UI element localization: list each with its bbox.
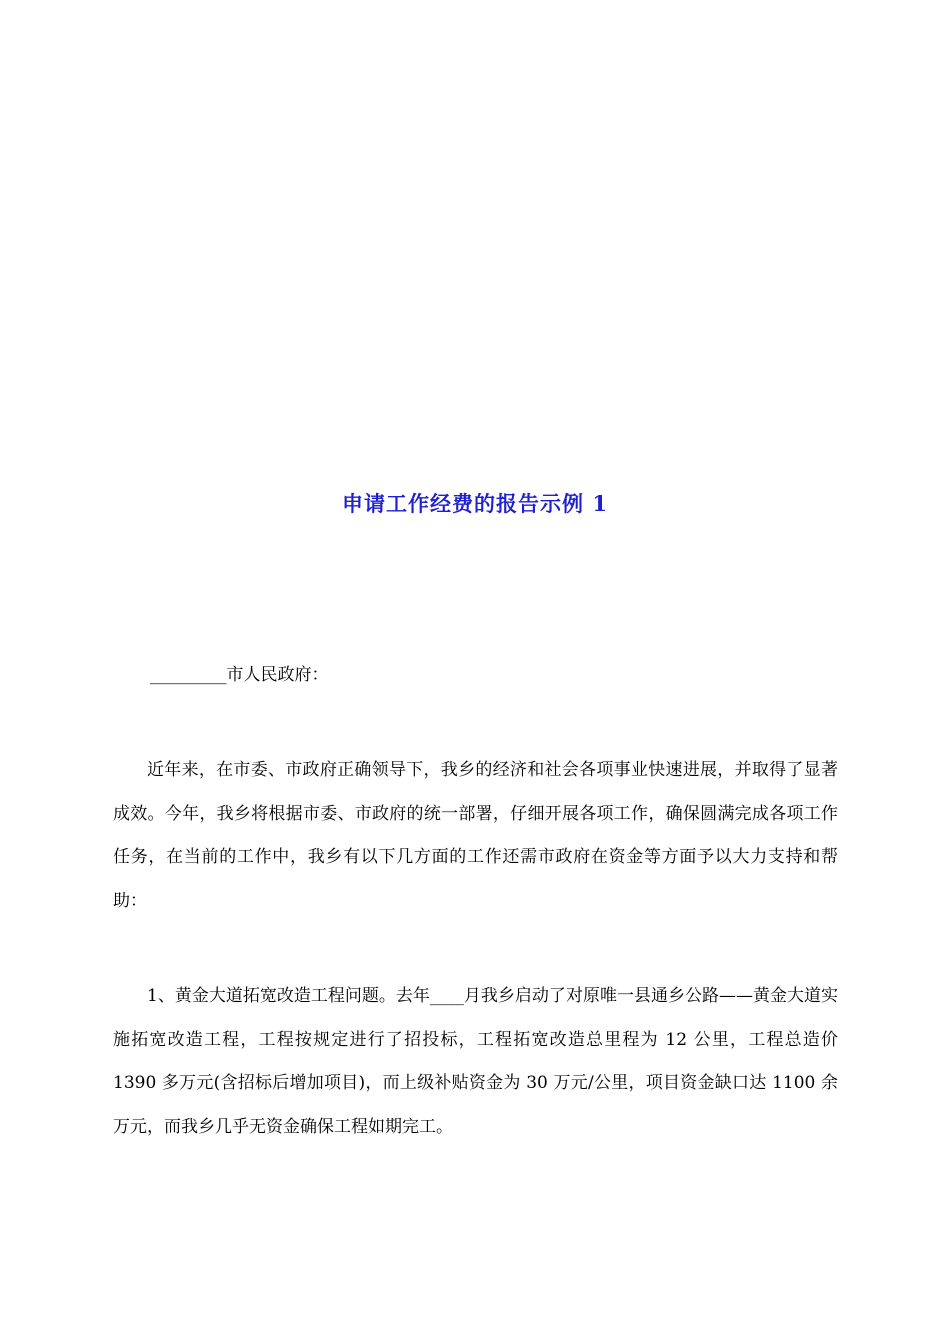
salutation-blank: _________ — [150, 665, 227, 685]
item-1-text-end: 月我乡启动了对原唯一县通乡公路——黄金大道实施拓宽改造工程，工程按规定进行了招投标，工程拓宽改造总里程为 12 公里，工程总造价 1390 多万元(含招标后增加项目)，而上级补贴资金为 30 万元/公里，项目资金缺口达 1100 余万元，而我乡几乎无资金确保工程如期完工。 — [113, 986, 839, 1137]
item-1-blank: ____ — [429, 986, 464, 1006]
page-title: 申请工作经费的报告示例 1 — [342, 491, 608, 516]
body-paragraph-item-1 — [113, 975, 838, 1149]
body-paragraph-intro: 近年来，在市委、市政府正确领导下，我乡的经济和社会各项事业快速进展，并取得了显著成效。今年，我乡将根据市委、市政府的统一部署，仔细开展各项工作，确保圆满完成各项工作任务，在当前的工作中，我乡有以下几方面的工作还需市政府在资金等方面予以大力支持和帮助： — [113, 760, 838, 911]
salutation-text: 市人民政府： — [226, 665, 329, 685]
salutation — [150, 660, 329, 685]
item-1-text-start: 1、黄金大道拓宽改造工程问题。去年 — [147, 986, 430, 1006]
